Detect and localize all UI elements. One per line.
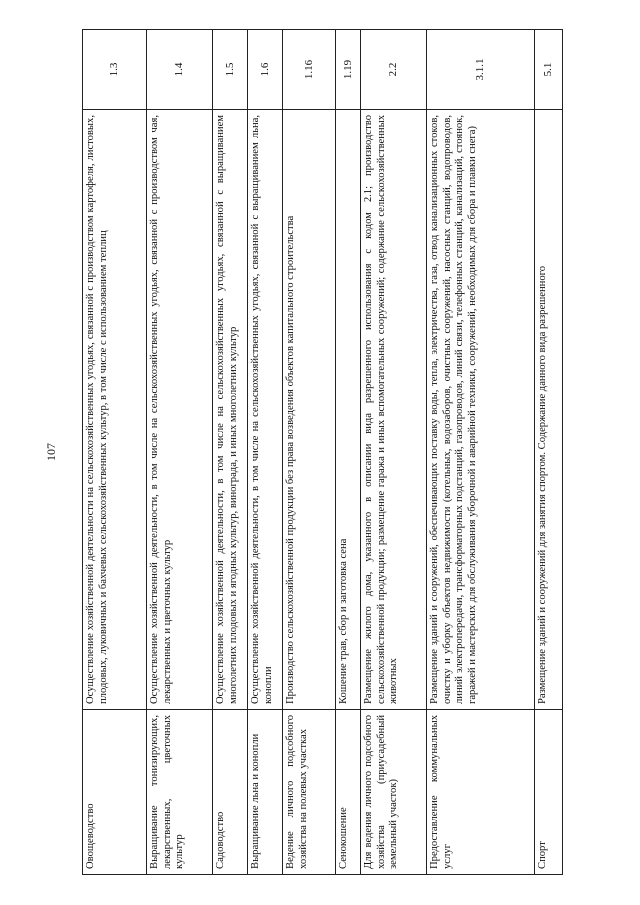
use-code: 1.4 (147, 30, 213, 110)
table-row (361, 30, 427, 875)
use-name: Садоводство (213, 710, 248, 875)
use-code: 3.1.1 (427, 30, 535, 110)
use-name: Выращивание тонизирующих, лекарственных, цветочных культур (147, 710, 213, 875)
use-description: Размещение зданий и сооружений, обеспечивающих поставку воды, тепла, электричества, газа, отвод канализационных стоков, очистку и уборку объектов недвижимости (котельных, водозаборов, очистных сооружений, насосных станций, водопроводов, линий электропередачи, трансформаторных подстанций, газопроводов, линий связи, телефонных станций, канализаций, стоянок, гаражей и мастерских для обслуживания уборочной и аварийной техники, сооружений, необходимых для сбора и плавки снега) (427, 110, 535, 710)
use-description: Осуществление хозяйственной деятельности, в том числе на сельскохозяйственных угодьях, связанной с выращиванием льна, конопли (248, 110, 283, 710)
use-name: Овощеводство (83, 710, 147, 875)
table-row (427, 30, 535, 875)
use-description: Производство сельскохозяйственной продукции без права возведения объектов капитального строительства (283, 110, 336, 710)
use-description: Осуществление хозяйственной деятельности, в том числе на сельскохозяйственных угодьях, связанной с производством чая, лекарственных и цветочных культур (147, 110, 213, 710)
use-name: Для ведения личного подсобного хозяйства (приусадебный земельный участок) (361, 710, 427, 875)
use-name: Предоставление коммунальных услуг (427, 710, 535, 875)
use-name: Сенокошение (336, 710, 361, 875)
use-name: Спорт (535, 710, 563, 875)
table-row (147, 30, 213, 875)
use-code: 2.2 (361, 30, 427, 110)
use-code: 1.5 (213, 30, 248, 110)
use-code: 1.19 (336, 30, 361, 110)
page-number: 107 (44, 443, 58, 461)
use-name: Ведение личного подсобного хозяйства на полевых участках (283, 710, 336, 875)
use-description: Осуществление хозяйственной деятельности, в том числе на сельскохозяйственных угодьях, связанной с выращиванием многолетних плодовых и ягодных культур, винограда, и иных многолетних культур (213, 110, 248, 710)
table-row (535, 30, 563, 875)
use-code: 1.6 (248, 30, 283, 110)
rotated-table-container (82, 30, 562, 875)
use-description: Размещение жилого дома, указанного в описании вида разрешенного использования с кодом 2.1; производство сельскохозяйственной продукции; размещение гаража и иных вспомогательных сооружений; содержание сельскохозяйственных животных (361, 110, 427, 710)
table-row (336, 30, 361, 875)
use-description: Кошение трав, сбор и заготовка сена (336, 110, 361, 710)
table-row (248, 30, 283, 875)
use-description: Осуществление хозяйственной деятельности на сельскохозяйственных угодьях, связанной с производством картофеля, листовых, плодовых, луковичных и бахчевых сельскохозяйственных культур, в том числе с использованием теплиц (83, 110, 147, 710)
use-name: Выращивание льна и конопли (248, 710, 283, 875)
use-code: 1.16 (283, 30, 336, 110)
use-code: 1.3 (83, 30, 147, 110)
table-row (213, 30, 248, 875)
table-row (283, 30, 336, 875)
land-use-table (82, 29, 563, 875)
use-code: 5.1 (535, 30, 563, 110)
use-description: Размещение зданий и сооружений для занятия спортом. Содержание данного вида разрешенного (535, 110, 563, 710)
table-row (83, 30, 147, 875)
